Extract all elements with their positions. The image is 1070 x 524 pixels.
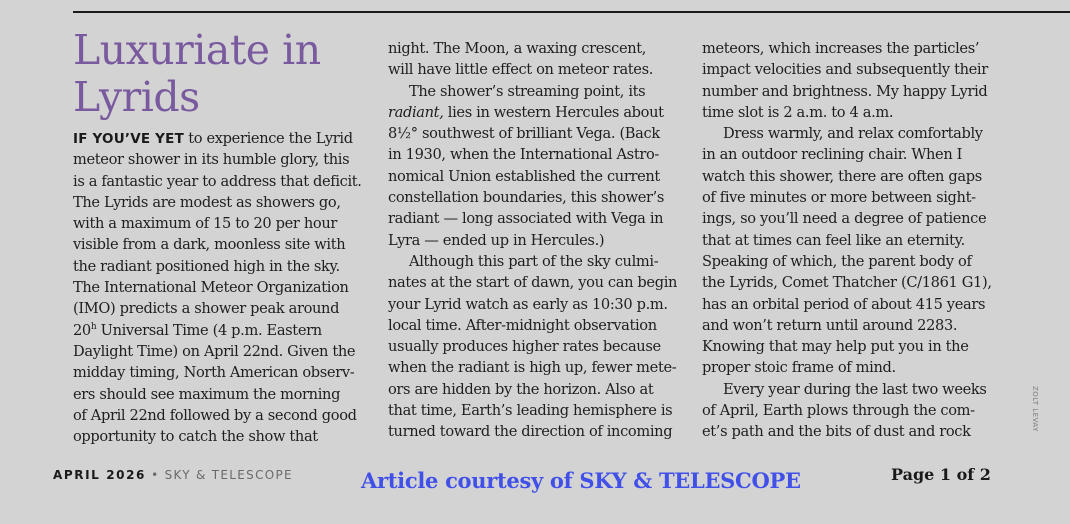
- body-line: impact velocities and subsequently their: [702, 61, 988, 79]
- body-line: is a fantastic year to address that deficit.: [73, 172, 362, 190]
- body-line: proper stoic frame of mind.: [702, 359, 896, 377]
- issue-date: APRIL 2026: [53, 468, 147, 482]
- body-line: 8½° southwest of brilliant Vega. (Back: [388, 125, 660, 143]
- headline-line: Lyrids: [73, 73, 200, 121]
- body-line: nates at the start of dawn, you can begin: [388, 274, 678, 292]
- publication-name: SKY & TELESCOPE: [164, 468, 293, 482]
- body-line: has an orbital period of about 415 years: [702, 295, 986, 313]
- article-column-2: [388, 38, 684, 443]
- body-line: local time. After-midnight observation: [388, 316, 657, 334]
- article-headline: [73, 27, 368, 121]
- body-line: the radiant positioned high in the sky.: [73, 257, 340, 275]
- superscript: h: [90, 321, 97, 332]
- body-line: ings, so you’ll need a degree of patience: [702, 210, 987, 228]
- body-line: The International Meteor Organization: [73, 279, 349, 297]
- photo-credit: ZOLT LEVAY: [1031, 386, 1039, 432]
- body-line: nomical Union established the current: [388, 167, 660, 185]
- folio-separator: •: [146, 468, 165, 482]
- body-line: time slot is 2 a.m. to 4 a.m.: [702, 103, 894, 121]
- body-line: Although this part of the sky culmi-: [409, 252, 659, 270]
- article-column-1: [73, 27, 368, 447]
- body-line: of April, Earth plows through the com-: [702, 402, 975, 420]
- body-line: with a maximum of 15 to 20 per hour: [73, 215, 337, 233]
- body-line: and won’t return until around 2283.: [702, 316, 958, 334]
- body-line: Speaking of which, the parent body of: [702, 252, 972, 270]
- headline-line: Luxuriate in: [73, 26, 321, 74]
- body-line: will have little effect on meteor rates.: [388, 61, 654, 79]
- body-line: in an outdoor reclining chair. When I: [702, 146, 963, 164]
- italic-term: radiant,: [388, 103, 444, 121]
- article-column-3: [702, 38, 998, 443]
- body-line: meteor shower in its humble glory, this: [73, 151, 350, 169]
- body-line: the Lyrids, Comet Thatcher (C/1861 G1),: [702, 274, 992, 292]
- body-line: [388, 102, 684, 123]
- body-line: visible from a dark, moonless site with: [73, 236, 346, 254]
- body-line: Lyra — ended up in Hercules.): [388, 231, 605, 249]
- body-text: lies in western Hercules about: [443, 103, 664, 121]
- body-text: to experience the Lyrid: [183, 130, 353, 147]
- folio: [53, 468, 293, 482]
- body-line: Daylight Time) on April 22nd. Given the: [73, 342, 356, 360]
- body-line: turned toward the direction of incoming: [388, 423, 673, 441]
- body-line: The Lyrids are modest as showers go,: [73, 193, 341, 211]
- body-line: constellation boundaries, this shower’s: [388, 189, 665, 207]
- body-line: of April 22nd followed by a second good: [73, 406, 357, 424]
- body-line: [73, 320, 368, 341]
- body-line: Knowing that may help put you in the: [702, 338, 969, 356]
- body-line: your Lyrid watch as early as 10:30 p.m.: [388, 295, 668, 313]
- body-line: usually produces higher rates because: [388, 338, 661, 356]
- lead-in: IF YOU’VE YET: [73, 131, 184, 147]
- body-line: ors are hidden by the horizon. Also at: [388, 380, 654, 398]
- body-line: Dress warmly, and relax comfortably: [723, 125, 983, 143]
- body-text: 20: [73, 321, 91, 339]
- top-rule: [73, 11, 1070, 13]
- body-line: ers should see maximum the morning: [73, 385, 341, 403]
- body-line: that time, Earth’s leading hemisphere is: [388, 402, 673, 420]
- body-line: that at times can feel like an eternity.: [702, 231, 965, 249]
- body-text: Universal Time (4 p.m. Eastern: [96, 321, 322, 339]
- body-line: when the radiant is high up, fewer mete-: [388, 359, 677, 377]
- body-line: in 1930, when the International Astro-: [388, 146, 659, 164]
- body-line: radiant — long associated with Vega in: [388, 210, 664, 228]
- body-line: number and brightness. My happy Lyrid: [702, 82, 988, 100]
- body-line: et’s path and the bits of dust and rock: [702, 423, 971, 441]
- body-line: (IMO) predicts a shower peak around: [73, 300, 340, 318]
- courtesy-note: Article courtesy of SKY & TELESCOPE: [361, 468, 801, 493]
- page-indicator: Page 1 of 2: [891, 465, 991, 484]
- body-line: Every year during the last two weeks: [723, 380, 987, 398]
- body-line: The shower’s streaming point, its: [409, 82, 646, 100]
- body-line: night. The Moon, a waxing crescent,: [388, 40, 647, 57]
- body-line: midday timing, North American observ-: [73, 364, 355, 382]
- body-line: [73, 128, 368, 149]
- body-line: of five minutes or more between sight-: [702, 189, 976, 207]
- body-line: meteors, which increases the particles’: [702, 40, 980, 57]
- body-line: watch this shower, there are often gaps: [702, 167, 982, 185]
- body-line: opportunity to catch the show that: [73, 428, 318, 446]
